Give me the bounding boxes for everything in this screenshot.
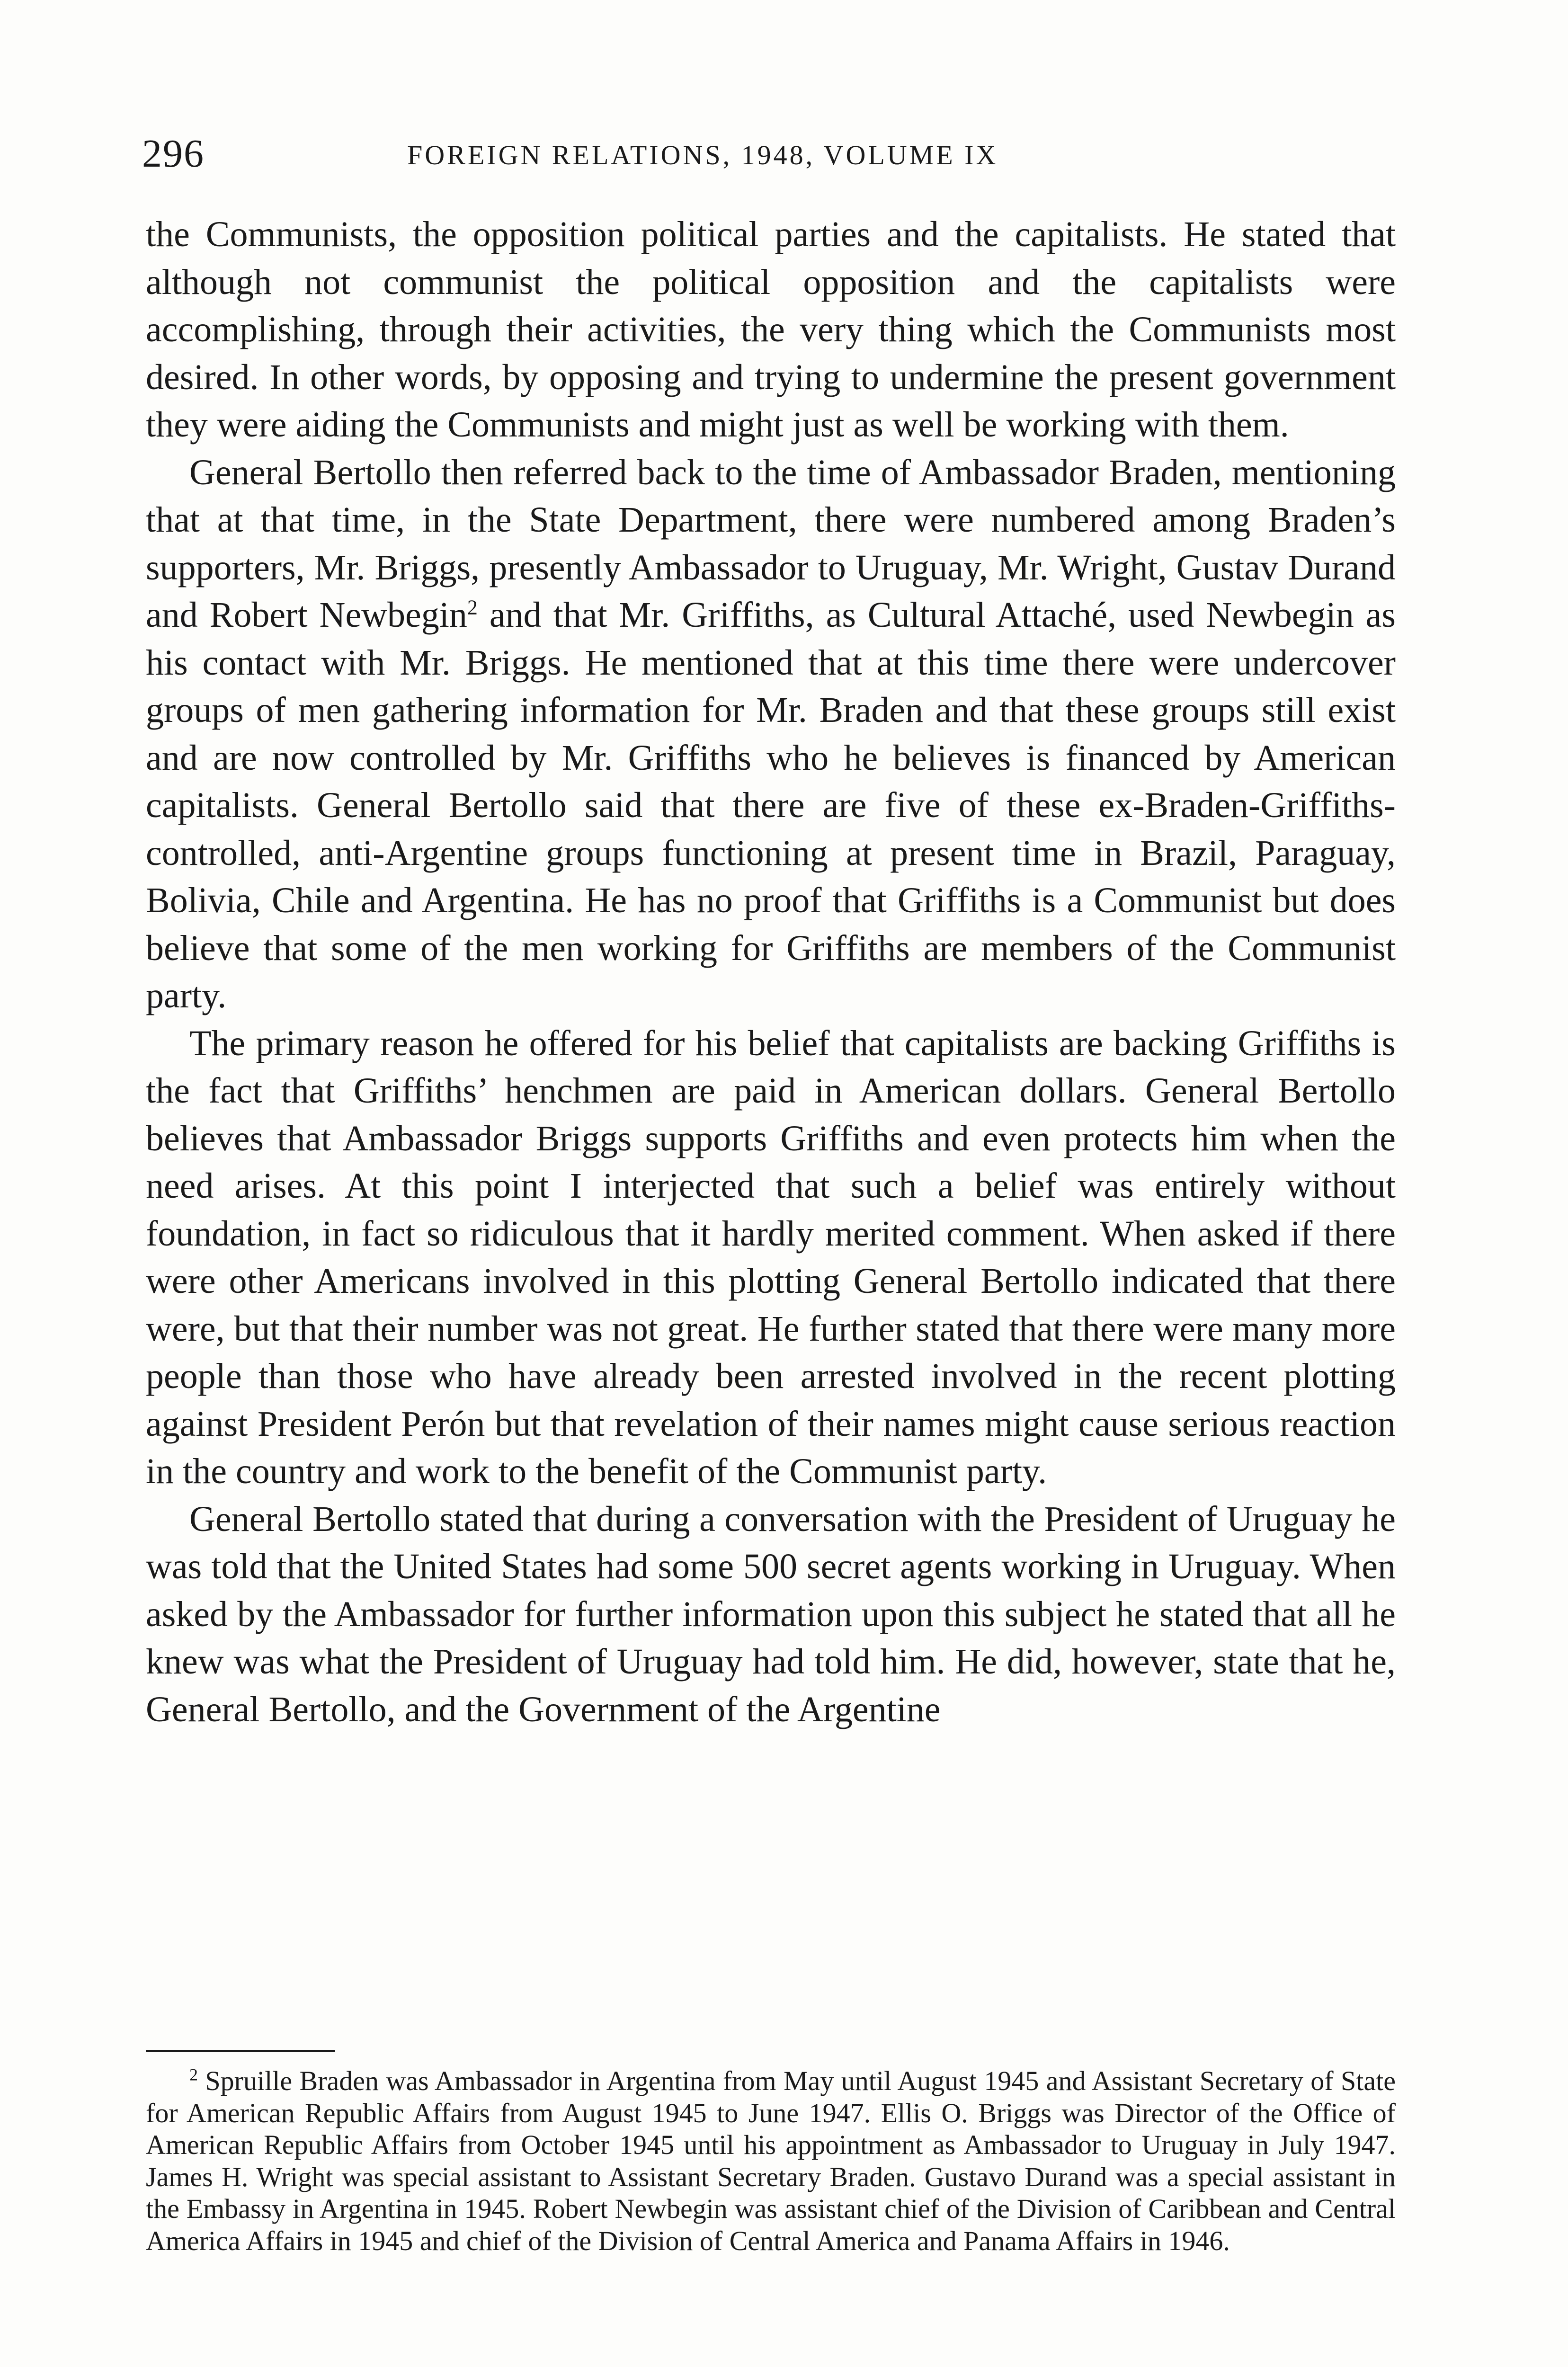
footnote-mark: 2 [189, 2065, 198, 2084]
paragraph-continuation [146, 211, 1396, 449]
running-head: FOREIGN RELATIONS, 1948, VOLUME IX [407, 140, 998, 170]
footnote [146, 2065, 1396, 2257]
paragraph-text: The primary reason he offered for his belief that capitalists are backing Griffiths is the fact that Griffiths’ henchmen are paid in American dollars. General Bertollo believes that Ambassador Briggs supports Griffiths and even protects him when the need arises. At this point I interjected that such a belief was entirely without foundation, in fact so ridiculous that it hardly merited comment. When asked if there were other Americans involved in this plotting General Bertollo indicated that there were, but that their number was not great. He further stated that there were many more people than those who have already been arrested involved in the recent plotting against President Perón but that revelation of their names might cause serious reaction in the country and work to the benefit of the Communist party. [146, 1023, 1396, 1491]
page-number: 296 [142, 132, 205, 176]
footnote-reference: 2 [467, 596, 478, 619]
footnote-text: Spruille Braden was Ambassador in Argentina from May until August 1945 and Assistant Secretary of State for American Republic Affairs from August 1945 to June 1947. Ellis O. Briggs was Director of the Office of American Republic Affairs from October 1945 until his appointment as Ambassador to Uruguay in July 1947. James H. Wright was special assistant to Assistant Secretary Braden. Gustavo Durand was a special assistant in the Embassy in Argentina in 1945. Robert Newbegin was assistant chief of the Division of Caribbean and Central America Affairs in 1945 and chief of the Division of Central America and Panama Affairs in 1946. [146, 2065, 1396, 2256]
footnote-divider [146, 2050, 335, 2052]
paragraph [146, 1020, 1396, 1495]
body-text [146, 211, 1396, 1733]
paragraph [146, 1495, 1396, 1734]
page-header [142, 128, 1401, 180]
paragraph-text: General Bertollo then referred back to the time of Ambassador Braden, mentioning that at that time, in the State Department, there were numbered among Braden’s supporters, Mr. Briggs, presently Ambassador to Uruguay, Mr. Wright, Gustav Durand and Robert Newbegin [146, 452, 1396, 635]
paragraph-text: and that Mr. Griffiths, as Cultural Attaché, used Newbegin as his contact with Mr. Briggs. He mentioned that at this time there were undercover groups of men gathering information for Mr. Braden and that these groups still exist and are now controlled by Mr. Griffiths who he believes is financed by American capitalists. General Bertollo said that there are five of these ex-Braden-Griffiths-controlled, anti-Argentine groups functioning at present time in Brazil, Paraguay, Bolivia, Chile and Argentina. He has no proof that Griffiths is a Communist but does believe that some of the men working for Griffiths are members of the Communist party. [146, 595, 1396, 1015]
paragraph [146, 449, 1396, 1020]
paragraph-text: the Communists, the opposition political parties and the capitalists. He stated that although not communist the political opposition and the capitalists were accomplishing, through their activities, the very thing which the Communists most desired. In other words, by opposing and trying to undermine the present government they were aiding the Communists and might just as well be working with them. [146, 214, 1396, 445]
paragraph-text: General Bertollo stated that during a conversation with the President of Uruguay he was told that the United States had some 500 secret agents working in Uruguay. When asked by the Ambassador for further information upon this subject he stated that all he knew was what the President of Uruguay had told him. He did, however, state that he, General Bertollo, and the Government of the Argentine [146, 1499, 1396, 1729]
